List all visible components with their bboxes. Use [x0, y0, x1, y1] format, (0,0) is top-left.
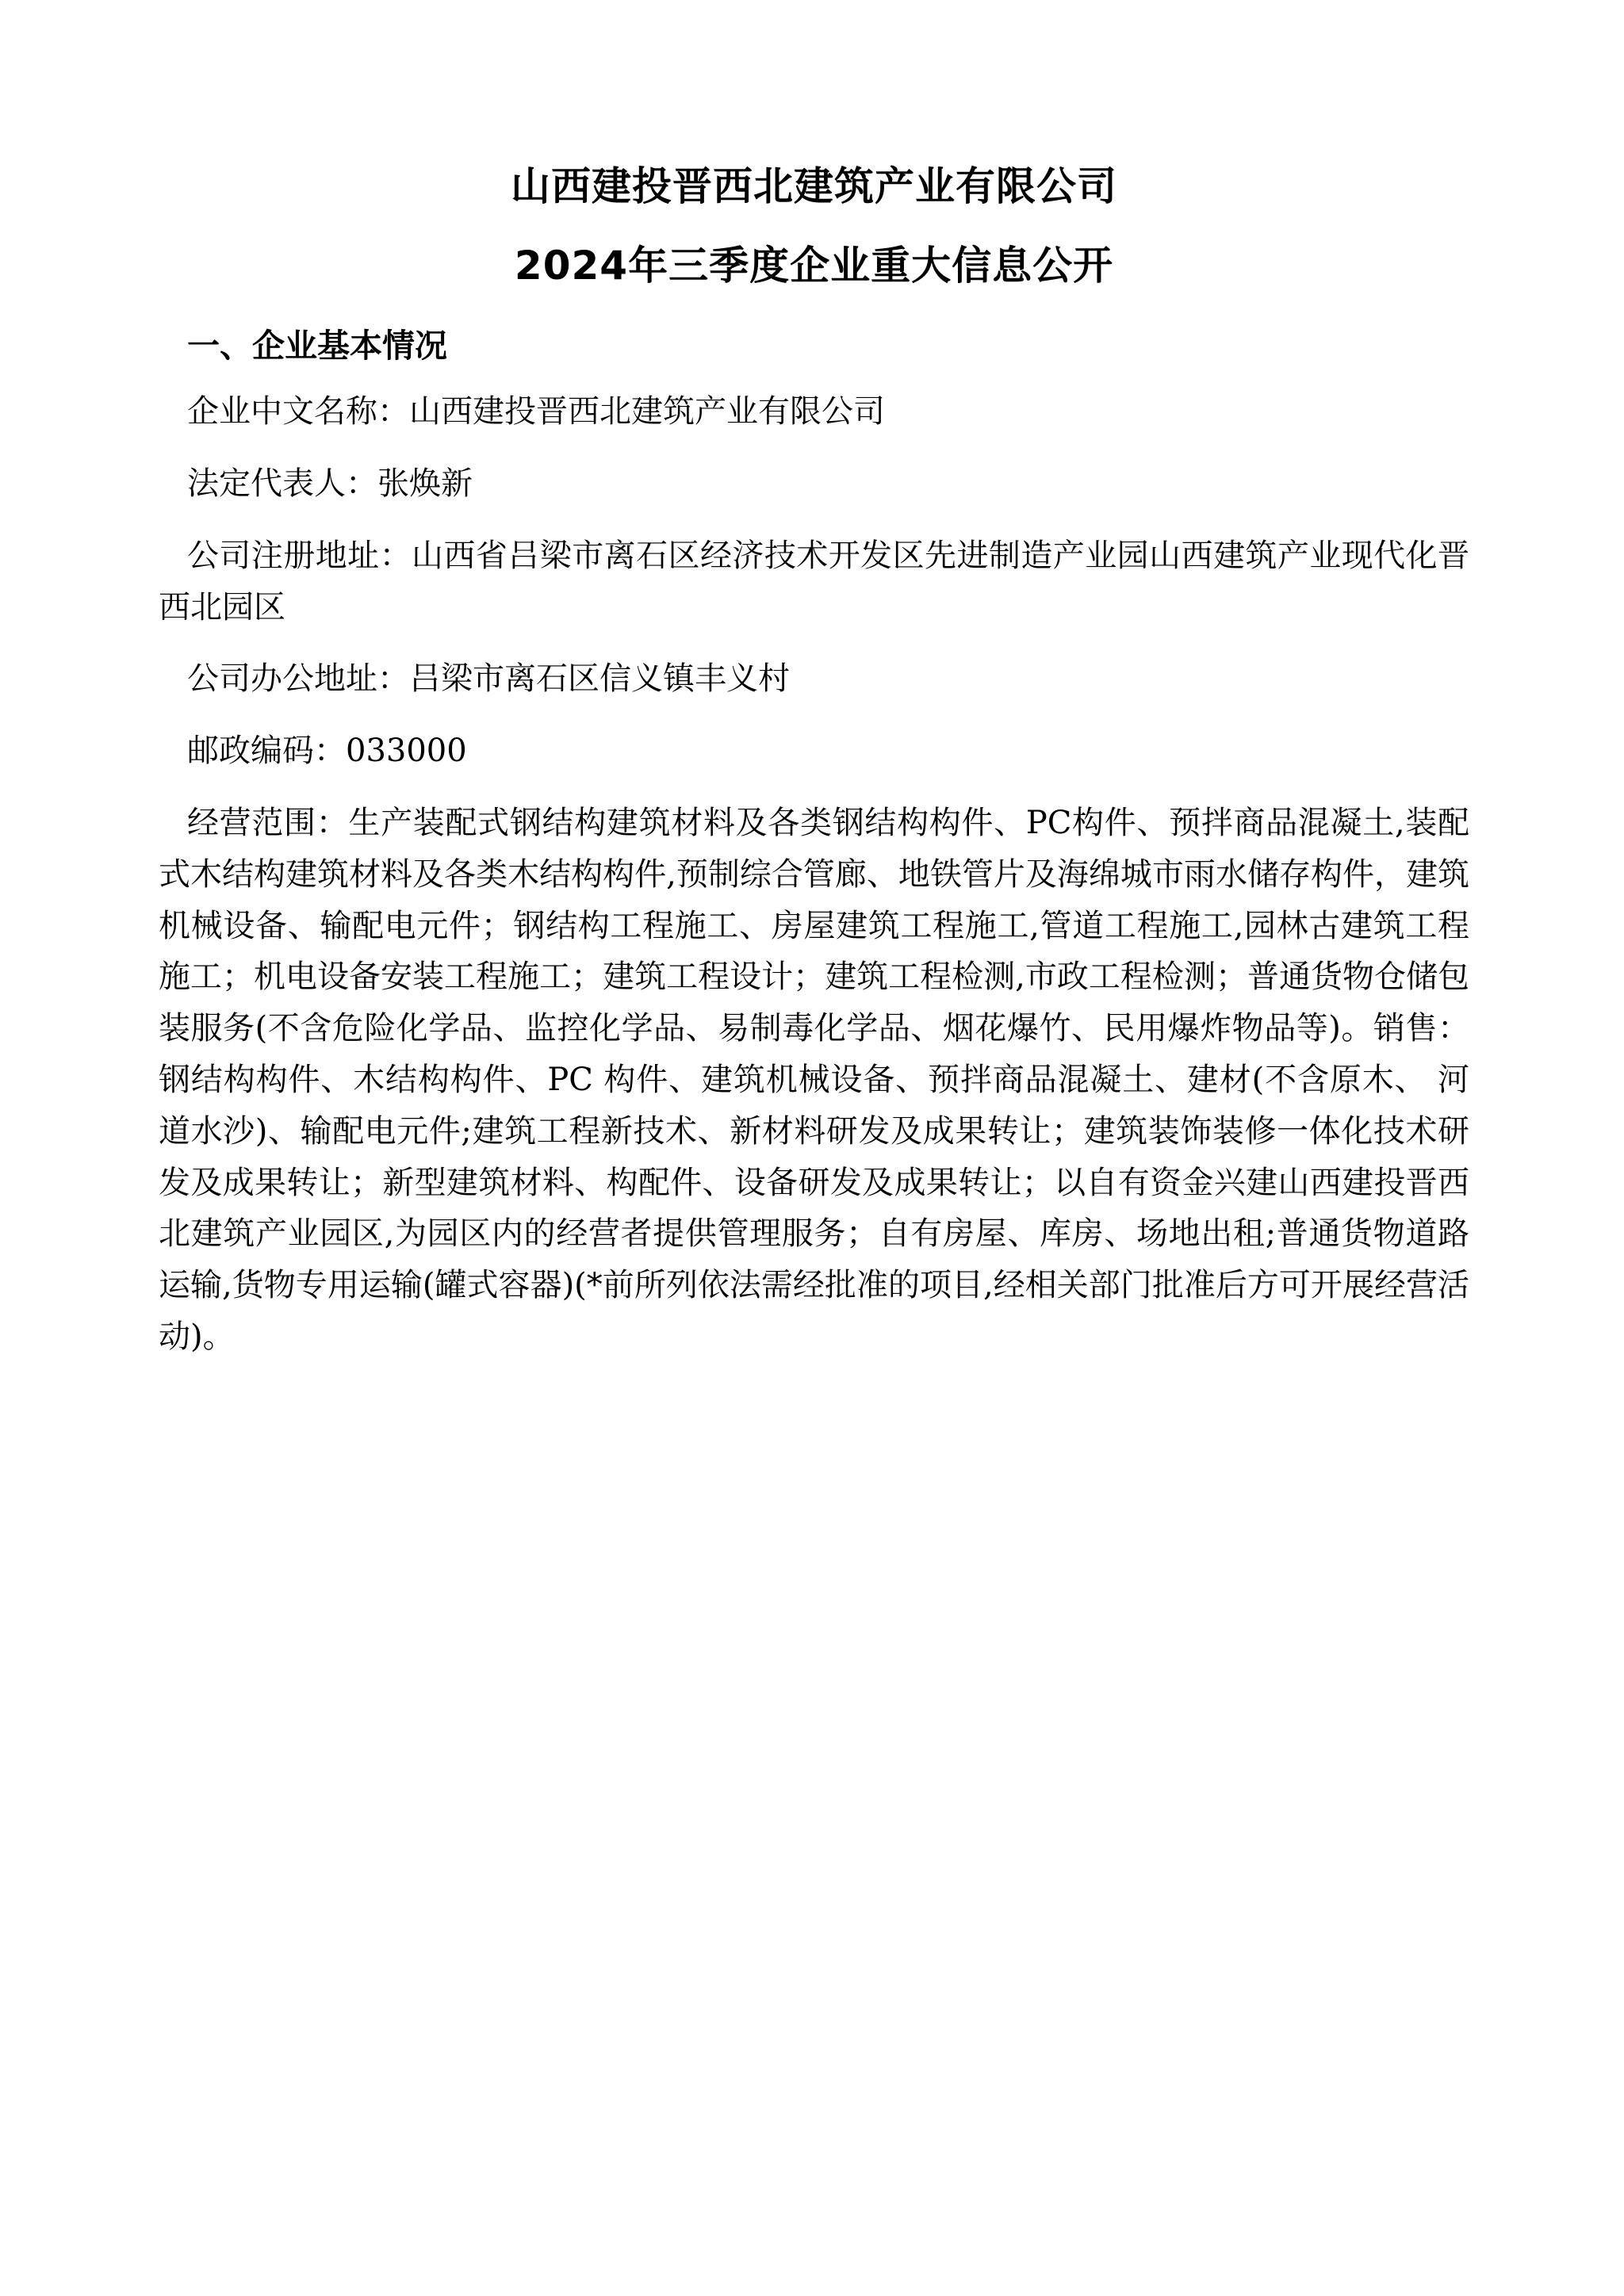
field-postal-code: 邮政编码：033000: [187, 733, 467, 770]
field-registered-address: 公司注册地址：山西省吕梁市离石区经济技术开发区先进制造产业园山西建筑产业现代化晋西北园区: [159, 537, 1469, 626]
field-business-scope: 经营范围：生产装配式钢结构建筑材料及各类钢结构构件、PC构件、预拌商品混凝土,装配式木结构建筑材料及各类木结构构件,预制综合管廊、地铁管片及海绵城市雨水储存构件，建筑机械设备、输配电元件；钢结构工程施工、房屋建筑工程施工,管道工程施工,园林古建筑工程施工；机电设备安装工程施工；建筑工程设计；建筑工程检测,市政工程检测；普通货物仓储包装服务(不含危险化学品、监控化学品、易制毒化学品、烟花爆竹、民用爆炸物品等)。销售：钢结构构件、木结构构件、PC 构件、建筑机械设备、预拌商品混凝土、建材(不含原木、 河道水沙)、输配电元件;建筑工程新技术、新材料研发及成果转让；建筑装饰装修一体化技术研发及成果转让；新型建筑材料、构配件、设备研发及成果转让；以自有资金兴建山西建投晋西北建筑产业园区,为园区内的经营者提供管理服务；自有房屋、库房、场地出租;普通货物道路运输,货物专用运输(罐式容器)(*前所列依法需经批准的项目,经相关部门批准后方可开展经营活动)。: [159, 804, 1469, 1355]
field-legal-representative: 法定代表人：张焕新: [187, 465, 473, 502]
field-company-chinese-name: 企业中文名称：山西建投晋西北建筑产业有限公司: [187, 393, 885, 430]
field-office-address: 公司办公地址：吕梁市离石区信义镇丰义村: [187, 660, 790, 698]
section-heading-basic-info: 一、企业基本情况: [187, 327, 447, 365]
document-title-line-2: 2024年三季度企业重大信息公开: [514, 243, 1114, 289]
document-title-line-1: 山西建投晋西北建筑产业有限公司: [511, 163, 1117, 209]
